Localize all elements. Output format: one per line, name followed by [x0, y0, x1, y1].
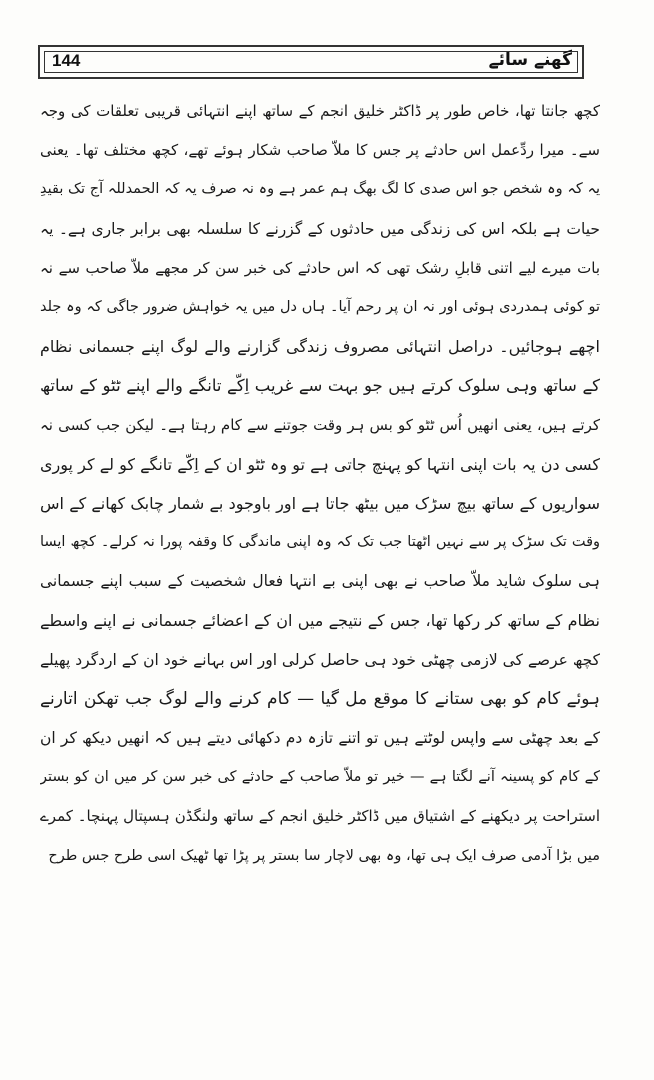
page-header: [38, 45, 584, 79]
text-line: کے بعد چھٹی سے واپس لوٹتے ہیں تو اتنے تازہ دم دکھائی دیتے ہیں کہ انھیں دیکھ کر ان: [40, 729, 600, 747]
text-line: استراحت پر دیکھنے کے اشتیاق میں ڈاکٹر خلیق انجم کے ساتھ ولنگڈن ہسپتال پہنچا۔ کمرے: [40, 807, 600, 826]
text-line: ہی سلوک شاید ملاّ صاحب نے بھی اپنی بے انتہا فعال شخصیت کے سبب اپنے جسمانی: [40, 572, 600, 591]
text-line: سواریوں کے ساتھ بیچ سڑک میں بیٹھ جاتا ہے اور باوجود بے شمار چابک کھانے کے اس: [40, 493, 600, 513]
text-line: یہ کہ وہ شخص جو اس صدی کا لگ بھگ ہم عمر ہے وہ نہ صرف یہ کہ الحمدللہ آج تک بقیدِ: [40, 181, 600, 198]
text-line: حیات ہے بلکہ اس کی زندگی میں حادثوں کے گزرنے کا سلسلہ بھی برابر جاری ہے۔ یہ: [40, 219, 600, 238]
running-title: گھنے سائے: [488, 50, 572, 70]
text-line: وقت تک سڑک پر سے نہیں اٹھتا جب تک کہ وہ اپنی ماندگی کا وقفہ پورا نہ کرلے۔ کچھ ایسا: [40, 534, 600, 551]
text-line: بات میرے لیے اتنی قابلِ رشک تھی کہ اس حادثے کی خبر سن کر مجھے ملاّ صاحب سے نہ: [40, 258, 600, 277]
text-line: اچھے ہوجائیں۔ دراصل انتہائی مصروف زندگی گزارنے والے لوگ اپنے جسمانی نظام: [40, 337, 600, 357]
page-number: 144: [52, 51, 81, 70]
text-line: سے۔ میرا ردِّعمل اس حادثے پر جس کا ملاّ صاحب شکار ہوئے تھے، کچھ مختلف تھا۔ یعنی: [40, 141, 600, 160]
text-line: کے ساتھ وہی سلوک کرتے ہیں جو بہت سے غریب اِکّے تانگے والے اپنے ٹٹو کے ساتھ: [40, 376, 600, 396]
text-line: میں بڑا آدمی صرف ایک ہی تھا، وہ بھی لاچار سا بستر پر پڑا تھا ٹھیک اسی طرح جس طرح: [48, 847, 600, 864]
text-line: نظام کے ساتھ کر رکھا تھا، جس کے نتیجے میں ان کے اعضائے جسمانی نے اپنے واسطے: [40, 611, 600, 631]
body-text: [40, 92, 600, 876]
text-line: کسی دن یہ بات اپنی انتہا کو پہنچ جاتی ہے تو وہ ٹٹو ان کے اِکّے تانگے کو لے کر پوری: [40, 454, 600, 474]
text-line: ہوئے کام کو بھی ستانے کا موقع مل گیا — کام کرنے والے لوگ جب تھکن اتارنے: [40, 688, 600, 709]
text-line: کچھ جانتا تھا، خاص طور پر ڈاکٹر خلیق انجم کے ساتھ اپنے انتہائی قریبی تعلقات کی وجہ: [40, 102, 600, 120]
text-line: تو کوئی ہمدردی ہوئی اور نہ ان پر رحم آیا۔ ہاں دل میں یہ خواہش ضرور جاگی کہ وہ جلد: [40, 298, 600, 315]
text-line: کچھ عرصے کی لازمی چھٹی خود ہی حاصل کرلی اور اس بہانے خود ان کے اردگرد پھیلے: [40, 650, 600, 669]
text-line: کرتے ہیں، یعنی انھیں اُس ٹٹو کو بس ہر وقت جوتنے سے کام رہتا ہے۔ لیکن جب کسی نہ: [40, 415, 600, 434]
text-line: کے کام کو پسینہ آنے لگتا ہے — خیر تو ملاّ صاحب کے حادثے کی خبر سن کر میں ان کو بستر: [40, 769, 600, 786]
